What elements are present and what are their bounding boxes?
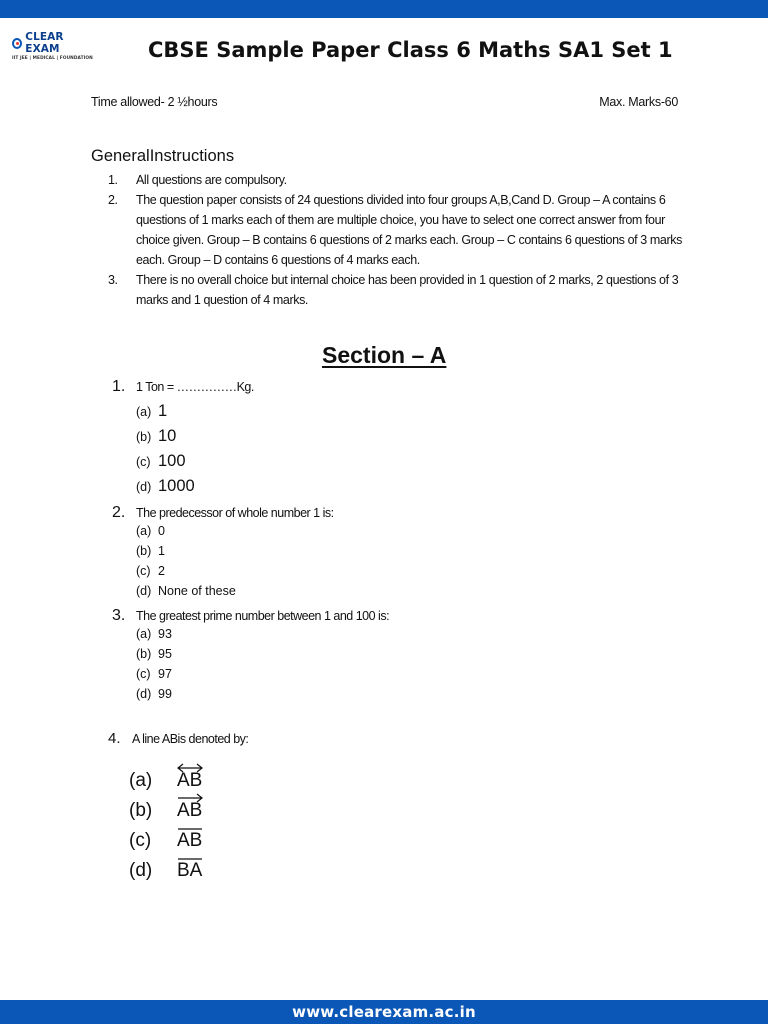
option-label: (c)	[136, 564, 151, 578]
instructions-list	[108, 170, 688, 310]
segment-notation-icon	[177, 821, 203, 833]
option-label: (a)	[136, 627, 152, 641]
option-b	[136, 544, 236, 564]
instruction-item	[108, 190, 688, 270]
option-label: (b)	[136, 430, 152, 444]
option-value: 0	[158, 524, 165, 538]
option-value: 97	[158, 667, 172, 681]
option-b	[136, 427, 195, 452]
option-value: 10	[158, 427, 177, 445]
instruction-number: 1.	[108, 173, 118, 187]
question-number: 1.	[112, 378, 126, 395]
option-label: (b)	[129, 800, 153, 821]
instruction-item	[108, 170, 688, 190]
option-a	[136, 627, 172, 647]
option-label: (d)	[129, 860, 153, 881]
top-banner	[0, 0, 768, 18]
question-4	[108, 730, 248, 747]
question-3	[112, 607, 389, 625]
option-value	[177, 770, 202, 792]
option-label: (c)	[129, 830, 152, 851]
option-label: (a)	[136, 405, 152, 419]
segment-notation-icon	[177, 851, 203, 863]
option-value: 95	[158, 647, 172, 661]
option-value-text: AB	[177, 830, 203, 851]
instruction-item	[108, 270, 688, 310]
instruction-text: The question paper consists of 24 questions divided into four groups A,B,Cand D. Group – A contains 6 questions of 1 marks each of them are multiple choice, you have to select one correct answer from four choice given. Group – B contains 6 questions of 2 marks each. Group – C contains 6 questions of 3 marks each. Group – D contains 6 questions of 4 marks each.	[136, 193, 682, 267]
option-label: (d)	[136, 687, 152, 701]
max-marks: Max. Marks-60	[599, 95, 678, 109]
option-a	[136, 524, 236, 544]
option-label: (b)	[136, 647, 152, 661]
question-number: 3.	[112, 607, 126, 624]
question-2	[112, 504, 334, 522]
logo-tagline: IIT JEE | MEDICAL | FOUNDATION	[12, 56, 93, 61]
option-label: (d)	[136, 584, 152, 598]
question-4-options	[129, 770, 202, 890]
clear-exam-logo	[12, 31, 94, 61]
option-label: (d)	[136, 480, 152, 494]
option-value	[177, 800, 202, 822]
question-1-options	[136, 402, 195, 502]
option-label: (c)	[136, 667, 151, 681]
footer-bar	[0, 1000, 768, 1024]
option-value: 100	[158, 452, 186, 470]
option-c	[136, 452, 195, 477]
question-text: 1 Ton = ……………Kg.	[136, 380, 254, 394]
question-number: 2.	[112, 504, 126, 521]
option-a	[136, 402, 195, 427]
option-value: 2	[158, 564, 165, 578]
general-instructions-heading: GeneralInstructions	[91, 147, 235, 165]
option-value-text: AB	[177, 770, 203, 791]
option-label: (c)	[136, 455, 151, 469]
option-value: 1000	[158, 477, 195, 495]
option-value	[177, 860, 202, 882]
option-c	[136, 667, 172, 687]
ray-notation-icon	[177, 791, 203, 803]
option-value: 93	[158, 627, 172, 641]
option-d	[136, 584, 236, 604]
option-value-text: AB	[177, 800, 203, 821]
option-label: (a)	[129, 770, 153, 791]
line-notation-icon	[177, 761, 203, 773]
question-3-options	[136, 627, 172, 707]
instruction-number: 3.	[108, 273, 118, 287]
question-1	[112, 378, 254, 396]
logo-name: CLEAR EXAM	[25, 31, 64, 55]
option-label: (a)	[136, 524, 152, 538]
option-value: 99	[158, 687, 172, 701]
option-value: 1	[158, 544, 165, 558]
option-value: 1	[158, 402, 168, 420]
question-number: 4.	[108, 730, 121, 747]
instruction-text: All questions are compulsory.	[136, 173, 287, 187]
option-label: (b)	[136, 544, 152, 558]
question-2-options	[136, 524, 236, 604]
option-value-text: BA	[177, 860, 203, 881]
page-title: CBSE Sample Paper Class 6 Maths SA1 Set 1	[148, 38, 673, 62]
option-c	[136, 564, 236, 584]
question-text: The predecessor of whole number 1 is:	[136, 506, 334, 520]
option-value	[177, 830, 202, 852]
instruction-text: There is no overall choice but internal choice has been provided in 1 question of 2 marks, 2 questions of 3 marks and 1 question of 4 marks.	[136, 273, 679, 307]
footer-website-link[interactable]: www.clearexam.ac.in	[292, 1003, 476, 1021]
option-value: None of these	[158, 584, 236, 598]
option-d	[136, 687, 172, 707]
option-d	[129, 860, 202, 890]
option-d	[136, 477, 195, 502]
option-b	[136, 647, 172, 667]
question-text: The greatest prime number between 1 and 100 is:	[136, 609, 390, 623]
time-allowed: Time allowed- 2 ½hours	[91, 95, 218, 109]
question-text: A line ABis denoted by:	[132, 732, 249, 746]
instruction-number: 2.	[108, 193, 118, 207]
section-a-title: Section – A	[322, 342, 447, 368]
logo-mark-icon	[12, 38, 22, 49]
